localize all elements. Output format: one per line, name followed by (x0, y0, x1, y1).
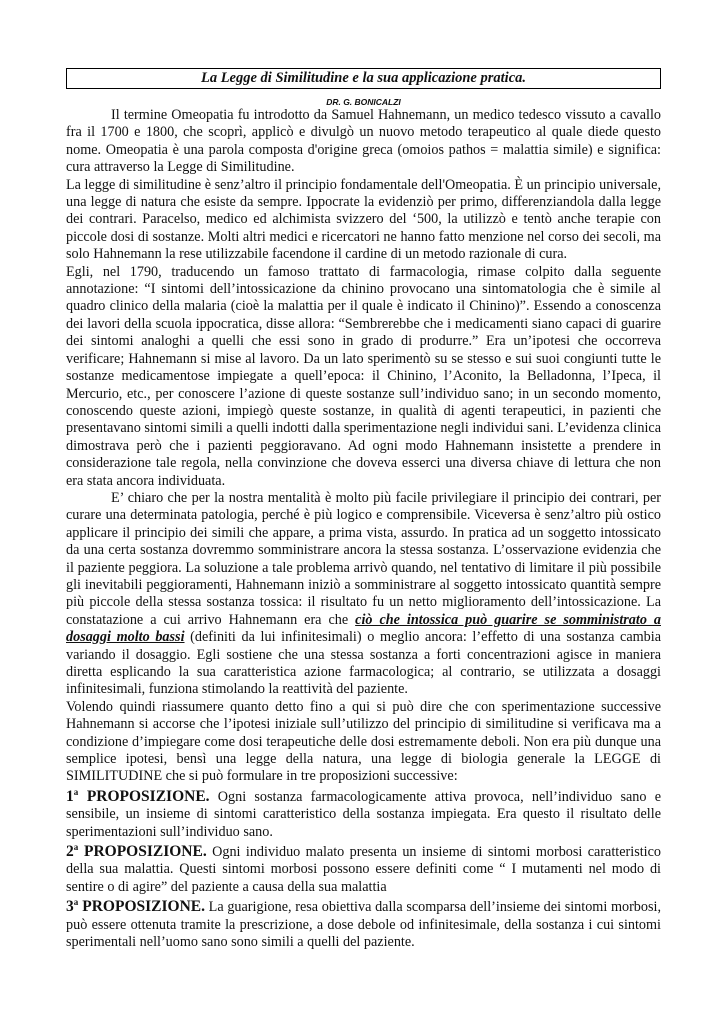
proposition-1-number: 1 (66, 787, 74, 805)
proposition-1 (66, 788, 661, 841)
paragraph-principle: La legge di similitudine è senz’altro il principio fondamentale dell'Omeopatia. È un principio universale, una legge di natura che esiste da sempre. Ippocrate la evidenziò per primo, differenziandola dalla legge dei contrari. Paracelso, medico ed alchimista svizzero del ‘500, la utilizzò e tentò anche terapie con piccole dosi di sostanze. Molti altri medici e ricercatori ne hanno fatto menzione nel corso dei secoli, ma solo Hahnemann la rese utilizzabile facendone il cardine di un metodo razionale di cura. (66, 176, 661, 263)
proposition-2-label: PROPOSIZIONE. (83, 843, 207, 861)
proposition-2-superscript: a (73, 842, 79, 853)
proposition-2-heading (66, 843, 207, 860)
paragraph-history: Egli, nel 1790, traducendo un famoso trattato di farmacologia, rimase colpito dalla seguente annotazione: “I sintomi dell’intossicazione da chinino provocano una sintomatologia che è simile al quadro clinico della malaria (cioè la malattia per il quale è indicato il Chinino)”. Essendo a conoscenza dei lavori della scuola ippocratica, disse allora: “Sembrerebbe che i medicamenti siano capaci di guarire dei sintomi analoghi a quelli che essi sono in grado di produrre.” Era un’ipotesi che occorreva verificare; Hahnemann si mise al lavoro. Da un lato sperimentò su se stesso e sui suoi congiunti tutte le sostanze medicamentose impiegate a quell’epoca: il Chinino, l’Aconito, la Belladonna, l’Ipeca, il Mercurio, etc., per conoscere l’azione di queste sostanze sull’individuo sano; in un secondo momento, conoscendo queste azioni, impiegò queste sostanze, in qualità di agenti terapeutici, in pazienti che presentavano sintomi simili a quelli indotti dalla sperimentazione negli individui sani. L’evidenza clinica dimostrava però che i pazienti peggioravano. Ad ogni modo Hahnemann insistette a prendere in considerazione tale regola, nella convinzione che doveva esserci una diversa chiave di lettura che non era stata ancora individuata. (66, 263, 661, 489)
proposition-1-text: Ogni sostanza farmacologicamente attiva provoca, nell’individuo sano e sensibile, un insieme di sintomi caratteristico della sostanza impiegata. Era questo il risultato delle sperimentazioni sull’individuo sano. (66, 788, 662, 840)
proposition-3 (66, 898, 661, 951)
proposition-3-number: 3 (66, 898, 74, 916)
proposition-3-text: La guarigione, resa obiettiva dalla scomparsa dell’insieme dei sintomi morbosi, può essere ottenuta tramite la prescrizione, a dose debole od infinitesimale, della sostanza i cui sintomi sperimentali nell’uomo sano sono simili a quelli del paziente. (66, 899, 662, 951)
document-page (66, 68, 661, 952)
document-author: DR. G. BONICALZI (326, 97, 401, 107)
proposition-1-heading (66, 788, 210, 805)
paragraph-intro: Il termine Omeopatia fu introdotto da Samuel Hahnemann, un medico tedesco vissuto a cavallo fra il 1700 e 1800, che scoprì, applicò e divulgò un nuovo metodo terapeutico al quale diede questo nome. Omeopatia è una parola composta d'origine greca (omoios pathos = malattia simile) e significa: cura attraverso la Legge di Similitudine. (66, 107, 661, 176)
document-title: La Legge di Similitudine e la sua applicazione pratica. (200, 70, 527, 86)
paragraph-dosage (66, 490, 661, 699)
dosage-emphasis: ciò che intossica può guarire se somministrato a dosaggi molto bassi (66, 611, 661, 646)
proposition-1-superscript: a (73, 786, 79, 797)
paragraph-dosage-after: (definiti da lui infinitesimali) o meglio ancora: l’effetto di una sostanza cambia variando il dosaggio. Egli sostiene che una stessa sostanza a forti concentrazioni agisce in maniera diretta esplicando la sua caratteristica azione farmacologica; al contrario, se utilizzata a dosaggi infinitesimali, funziona stimolando la reattività del paziente. (66, 629, 661, 698)
paragraph-dosage-before: E’ chiaro che per la nostra mentalità è molto più facile privilegiare il principio dei contrari, per curare una determinata patologia, perché è più logico e comprensibile. Viceversa è senz’altro più ostico applicare il principio dei simili che appare, a prima vista, assurdo. In pratica ad un soggetto intossicato da una certa sostanza dovremmo somministrare ancora la stessa sostanza. L’osservazione evidenzia che il paziente peggiora. La soluzione a tale problema arrivò quando, nel tentativo di limitare il più possibile gli inevitabili peggioramenti, Hahnemann iniziò a somministrare al soggetto intossicato quantità sempre più piccole della stessa sostanza tossica: il risultato fu un netto miglioramento dell’intossicazione. La constatazione a cui arrivo Hahnemann era che (66, 489, 661, 628)
proposition-2 (66, 843, 661, 896)
proposition-1-label: PROPOSIZIONE. (86, 787, 210, 805)
proposition-2-number: 2 (66, 843, 74, 861)
proposition-3-heading (66, 898, 205, 915)
proposition-3-label: PROPOSIZIONE. (82, 898, 205, 916)
document-body (66, 107, 661, 952)
document-title-box (66, 68, 661, 89)
paragraph-summary: Volendo quindi riassumere quanto detto fino a qui si può dire che con sperimentazione successive Hahnemann si accorse che l’ipotesi iniziale sull’utilizzo del principio di similitudine si verificava ma a condizione d’impiegare come dosi terapeutiche delle dosi estremamente deboli. Non era più dunque una semplice ipotesi, bensì una legge della natura, una legge di biologia generale la LEGGE di SIMILITUDINE che si può formulare in tre proposizioni successive: (66, 698, 661, 785)
proposition-2-text: Ogni individuo malato presenta un insieme di sintomi morbosi caratteristico della sua malattia. Questi sintomi morbosi possono essere definiti come “ I mutamenti nel modo di sentire o di agire” del paziente a causa della sua malattia (66, 844, 662, 895)
proposition-3-superscript: a (73, 897, 79, 908)
